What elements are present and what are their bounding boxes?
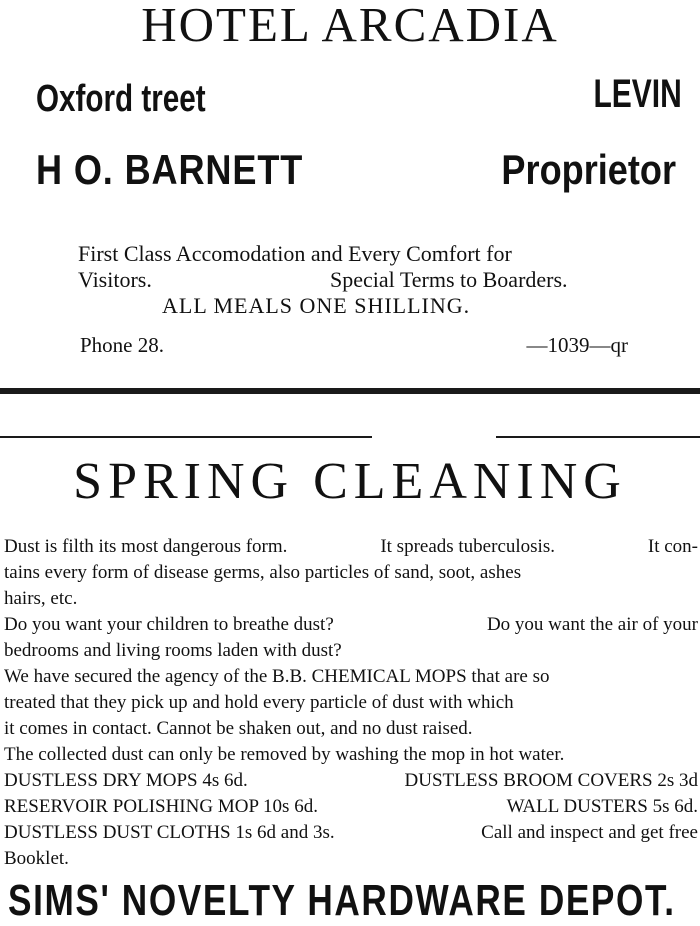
body-line: hairs, etc. <box>4 588 78 609</box>
body-segment: It con- <box>647 536 698 557</box>
body-segment: We have secured the agency of the B.B. CHEMICAL MOPS that are so <box>4 666 550 687</box>
body-segment: It spreads tuberculosis. <box>380 536 555 557</box>
body-segment: Do you want the air of your <box>486 614 698 635</box>
ad-reference: —1039—qr <box>526 333 628 357</box>
price-item: DUSTLESS BROOM COVERS 2s 3d <box>404 770 698 791</box>
proprietor-title: Proprietor <box>501 146 676 193</box>
body-segment: Do you want your children to breathe dust? <box>4 614 334 635</box>
proprietor-name: H O. BARNETT <box>36 146 304 193</box>
body-line <box>4 690 698 716</box>
body-segment: Dust is filth its most dangerous form. <box>4 536 288 557</box>
body-line <box>4 664 698 690</box>
body-line <box>4 534 698 560</box>
body-line <box>4 612 698 638</box>
body-segment: tains every form of disease germs, also particles of sand, soot, ashes <box>4 562 522 583</box>
body-line: it comes in contact. Cannot be shaken out, and no dust raised. <box>4 718 473 739</box>
boarders-terms: Special Terms to Boarders. <box>330 267 568 292</box>
store-name: SIMS' NOVELTY HARDWARE DEPOT. <box>8 876 676 925</box>
body-line: The collected dust can only be removed by washing the mop in hot water. <box>4 744 565 765</box>
body-line: bedrooms and living rooms laden with dust? <box>4 640 342 661</box>
advert-body <box>4 534 698 872</box>
rule-right <box>496 436 700 438</box>
visitors-text: Visitors. <box>78 267 152 292</box>
accommodation-line: First Class Accomodation and Every Comfort for <box>78 241 512 266</box>
meals-price: ALL MEALS ONE SHILLING. <box>162 293 471 318</box>
town-name: LEVIN <box>593 72 682 116</box>
spring-cleaning-headline: SPRING CLEANING <box>73 453 627 510</box>
price-item: RESERVOIR POLISHING MOP 10s 6d. <box>4 796 318 817</box>
price-line <box>4 768 698 794</box>
street-address: Oxford treet <box>36 78 206 120</box>
section-divider <box>0 388 700 394</box>
body-segment: Call and inspect and get free <box>481 822 698 843</box>
price-item: DUSTLESS DRY MOPS 4s 6d. <box>4 770 248 791</box>
rule-left <box>0 436 372 438</box>
phone-number: Phone 28. <box>80 333 164 357</box>
body-segment: treated that they pick up and hold every particle of dust with which <box>4 692 514 713</box>
body-line: Booklet. <box>4 848 69 869</box>
price-line <box>4 794 698 820</box>
price-line <box>4 820 698 846</box>
price-item: WALL DUSTERS 5s 6d. <box>506 796 698 817</box>
price-item: DUSTLESS DUST CLOTHS 1s 6d and 3s. <box>4 822 335 843</box>
body-line <box>4 560 698 586</box>
hotel-title: HOTEL ARCADIA <box>141 0 559 52</box>
